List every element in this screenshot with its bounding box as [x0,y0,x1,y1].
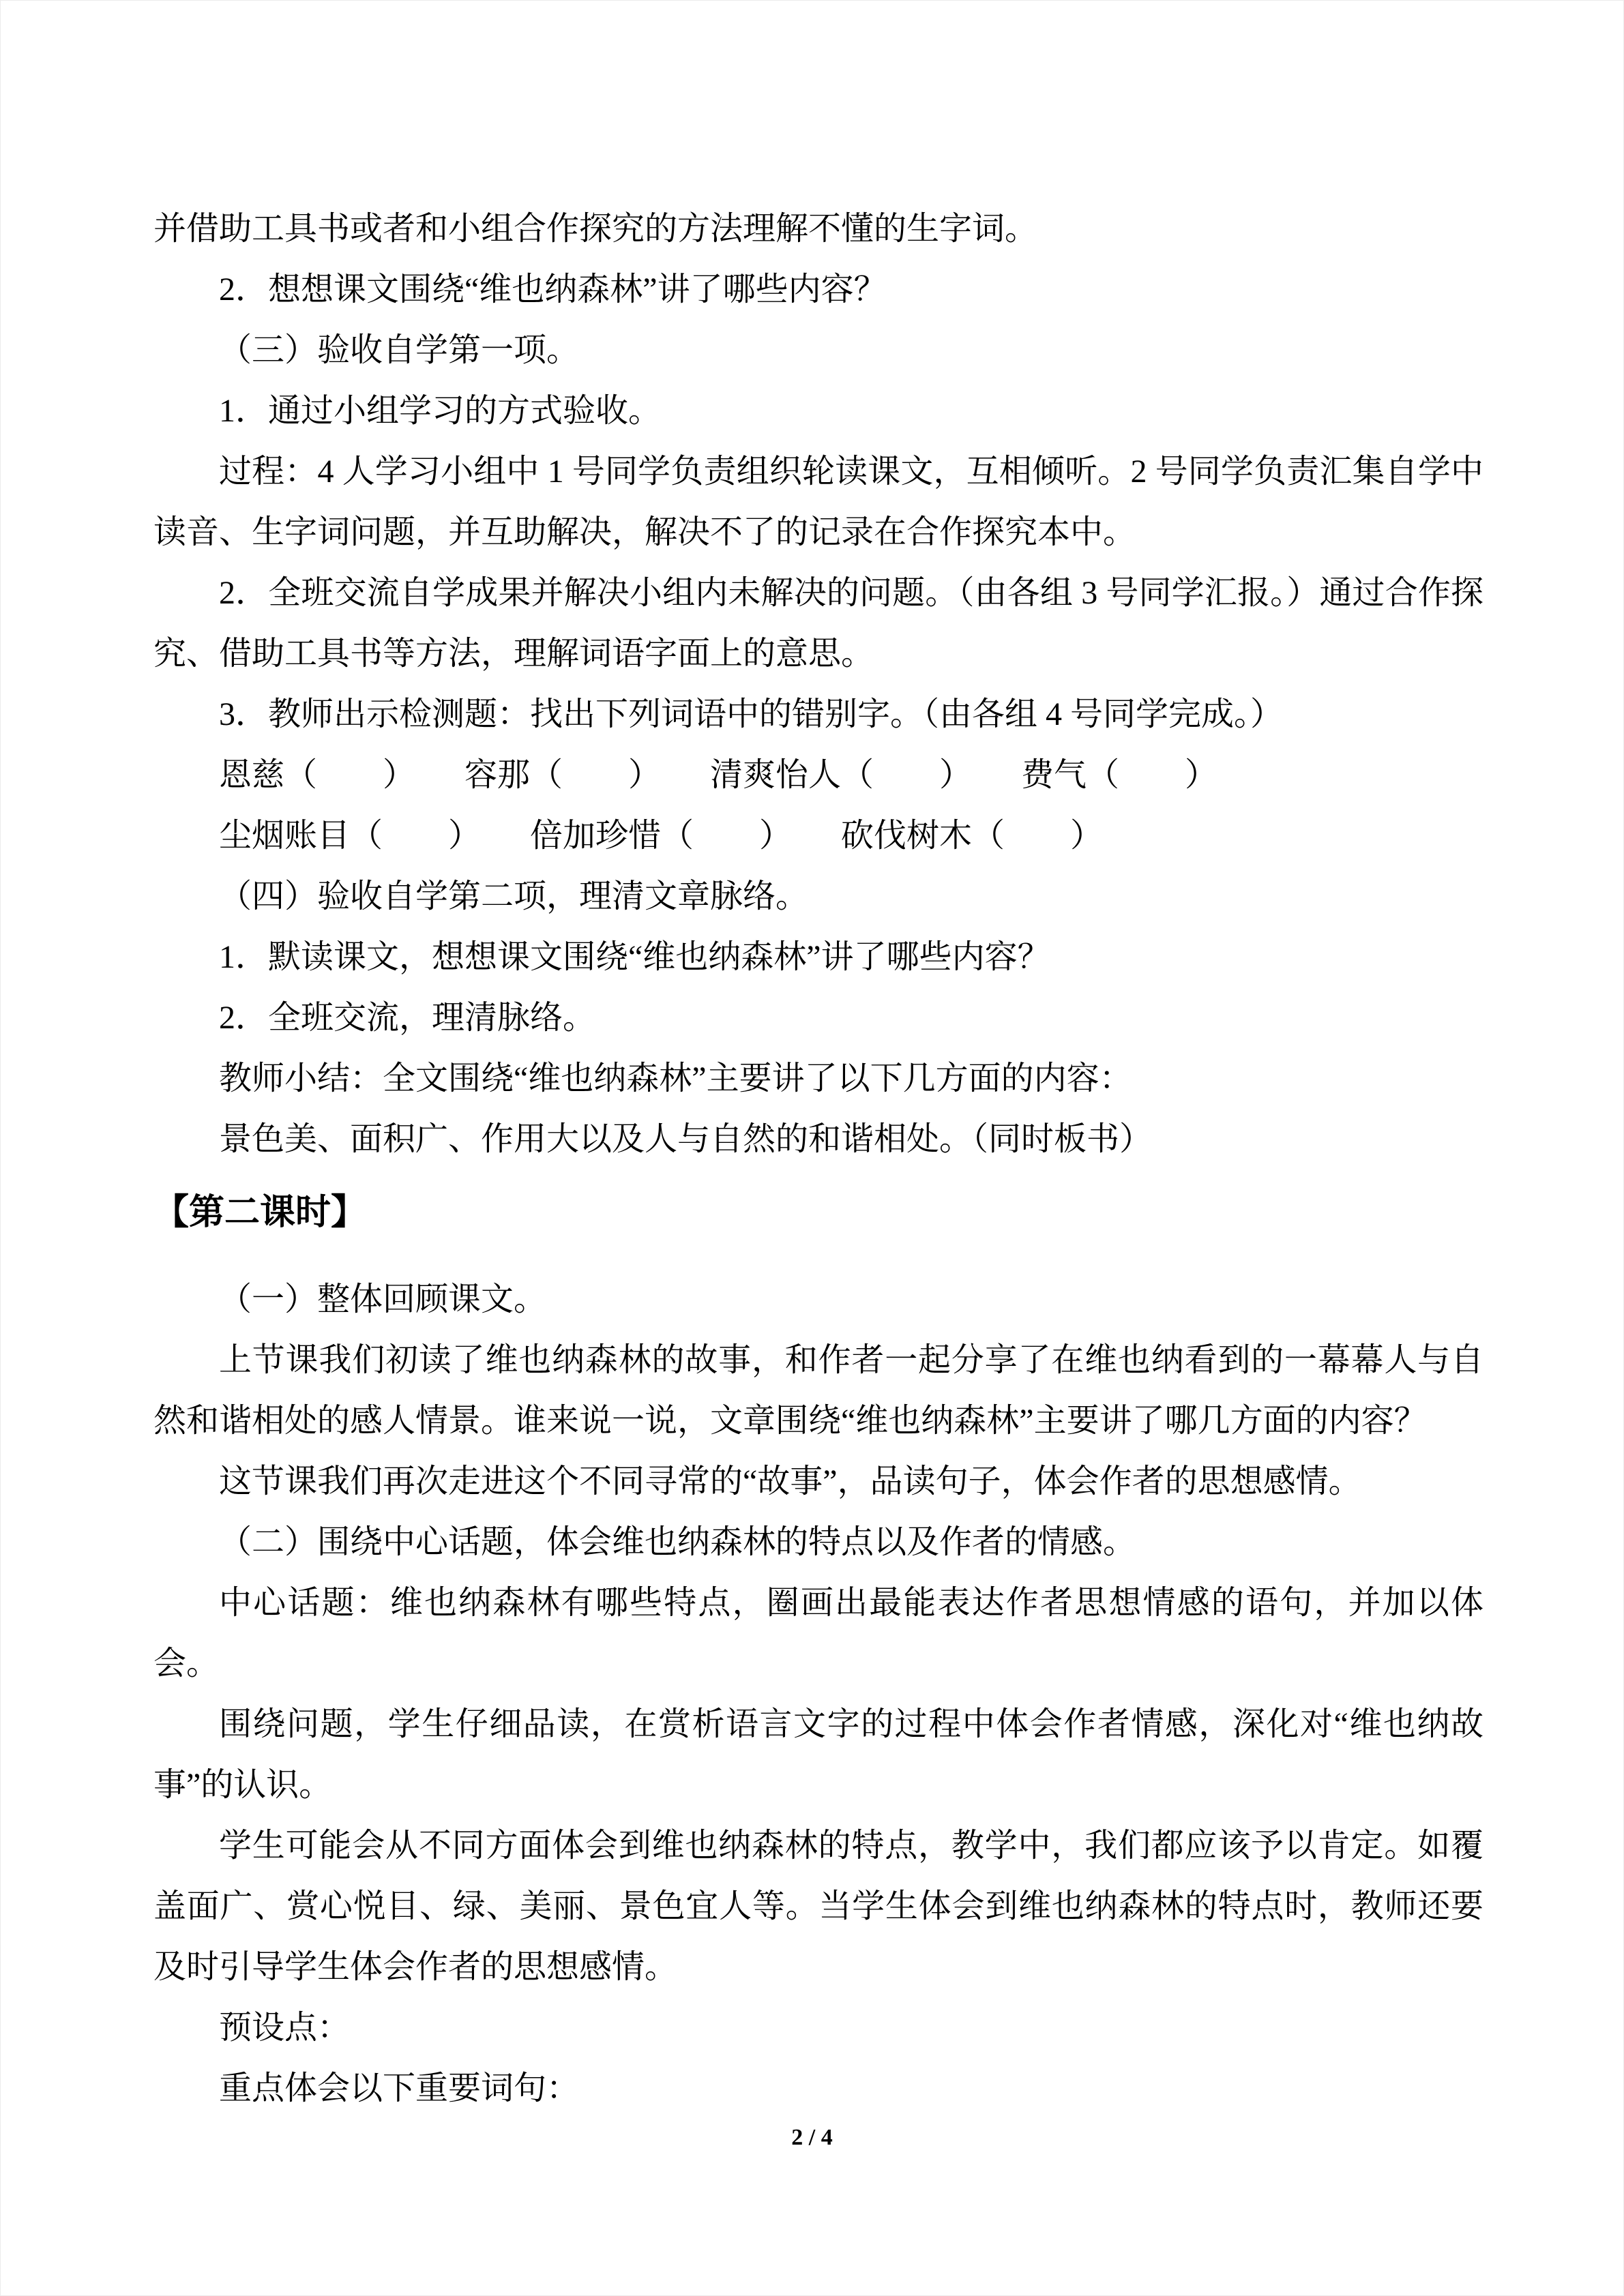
paragraph: （二）围绕中心话题，体会维也纳森林的特点以及作者的情感。 [219,1524,1136,1560]
paragraph: 并借助工具书或者和小组合作探究的方法理解不懂的生字词。 [153,211,1038,247]
paragraph: （三）验收自学第一项。 [219,332,580,368]
paragraph: 3．教师出示检测题：找出下列词语中的错别字。（由各组 4 号同学完成。） [219,696,1284,732]
paragraph: 重点体会以下重要词句： [219,2070,580,2106]
paragraph: 过程：4 人学习小组中 1 号同学负责组织轮读课文，互相倾听。2 号同学负责汇集自学中读音、生字词问题，并互助解决，解决不了的记录在合作探究本中。 [153,453,1483,550]
paragraph: 2．想想课文围绕“维也纳森林”讲了哪些内容？ [219,271,887,308]
paragraph: 教师小结：全文围绕“维也纳森林”主要讲了以下几方面的内容： [219,1060,1132,1097]
paragraph: 1．默读课文，想想课文围绕“维也纳森林”讲了哪些内容？ [219,939,1050,975]
paragraph: 围绕问题，学生仔细品读，在赏析语言文字的过程中体会作者情感，深化对“维也纳故事”的认识。 [153,1706,1483,1803]
paragraph: （一）整体回顾课文。 [219,1281,547,1317]
paragraph: 学生可能会从不同方面体会到维也纳森林的特点，教学中，我们都应该予以肯定。如覆盖面广、赏心悦目、绿、美丽、景色宜人等。当学生体会到维也纳森林的特点时，教师还要及时引导学生体会作者的思想感情。 [153,1828,1483,1985]
paragraph: 中心话题：维也纳森林有哪些特点，圈画出最能表达作者思想情感的语句，并加以体会。 [153,1585,1483,1682]
paragraph: 预设点： [219,2010,351,2046]
page-number: 2 / 4 [791,2125,833,2150]
document-body [153,198,1483,2119]
page-footer [1,2123,1623,2153]
paragraph: 这节课我们再次走进这个不同寻常的“故事”，品读句子，体会作者的思想感情。 [219,1463,1361,1500]
exercise-line: 尘烟账目（ ） 倍加珍惜（ ） 砍伐树木（ ） [219,818,1104,854]
paragraph: 2．全班交流自学成果并解决小组内未解决的问题。（由各组 3 号同学汇报。）通过合作探究、借助工具书等方法，理解词语字面上的意思。 [153,575,1483,672]
section-heading: 【第二课时】 [153,1193,367,1232]
paragraph: （四）验收自学第二项，理清文章脉络。 [219,878,809,914]
exercise-line: 恩慈（ ） 容那（ ） 清爽怡人（ ） 费气（ ） [219,757,1218,793]
paragraph: 上节课我们初读了维也纳森林的故事，和作者一起分享了在维也纳看到的一幕幕人与自然和谐相处的感人情景。谁来说一说，文章围绕“维也纳森林”主要讲了哪几方面的内容？ [153,1342,1483,1439]
paragraph: 2．全班交流，理清脉络。 [219,1000,596,1036]
paragraph: 景色美、面积广、作用大以及人与自然的和谐相处。（同时板书） [219,1121,1153,1157]
paragraph: 1．通过小组学习的方式验收。 [219,393,662,429]
